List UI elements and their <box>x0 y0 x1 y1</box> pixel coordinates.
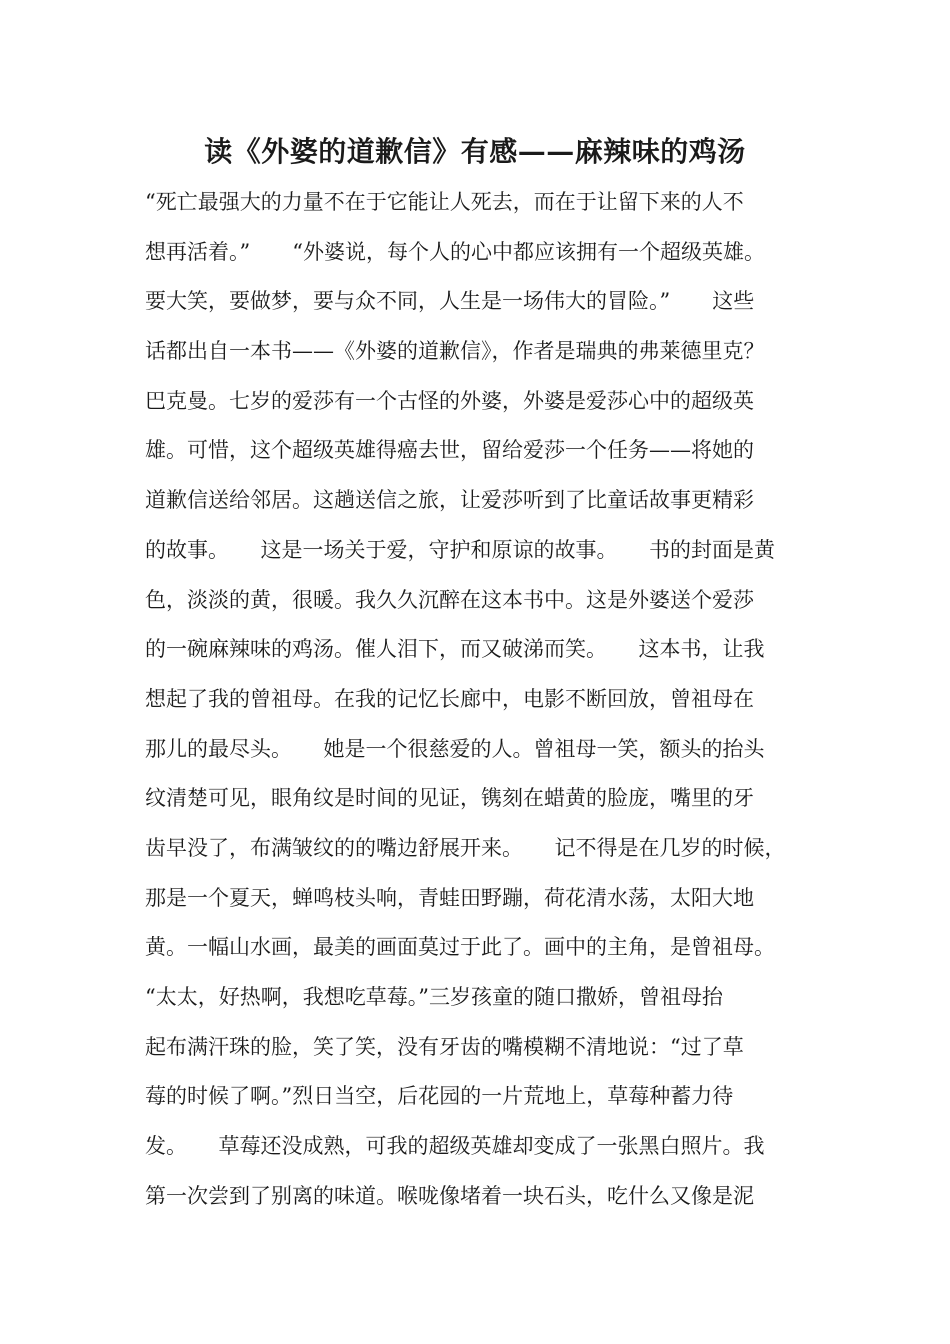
body-line: 的一碗麻辣味的鸡汤。催人泪下，而又破涕而笑。 这本书，让我 <box>145 637 765 662</box>
document-body <box>145 178 825 1221</box>
body-line: 道歉信送给邻居。这趟送信之旅，让爱莎听到了比童话故事更精彩 <box>145 488 754 513</box>
body-line: 那是一个夏天，蝉鸣枝头响，青蛙田野蹦，荷花清水荡，太阳大地 <box>145 885 754 910</box>
body-line: 黄。一幅山水画，最美的画面莫过于此了。画中的主角，是曾祖母。 <box>145 935 775 960</box>
body-line: 想再活着。” “外婆说，每个人的心中都应该拥有一个超级英雄。 <box>145 239 765 264</box>
body-line: 要大笑，要做梦，要与众不同，人生是一场伟大的冒险。” 这些 <box>145 289 755 314</box>
body-line: “太太，好热啊，我想吃草莓。”三岁孩童的随口撒娇，曾祖母抬 <box>145 985 723 1009</box>
body-line: 那儿的最尽头。 她是一个很慈爱的人。曾祖母一笑，额头的抬头 <box>145 736 765 761</box>
body-line: “死亡最强大的力量不在于它能让人死去，而在于让留下来的人不 <box>145 190 744 214</box>
body-line: 雄。可惜，这个超级英雄得癌去世，留给爱莎一个任务——将她的 <box>145 438 754 463</box>
body-line: 的故事。 这是一场关于爱，守护和原谅的故事。 书的封面是黄 <box>145 537 775 562</box>
body-line: 纹清楚可见，眼角纹是时间的见证，镌刻在蜡黄的脸庞，嘴里的牙 <box>145 786 754 811</box>
body-line: 第一次尝到了别离的味道。喉咙像堵着一块石头，吃什么又像是泥 <box>145 1183 754 1208</box>
body-line: 齿早没了，布满皱纹的的嘴边舒展开来。 记不得是在几岁的时候， <box>145 835 786 860</box>
body-line: 话都出自一本书——《外婆的道歉信》，作者是瑞典的弗莱德里克？ <box>145 339 765 364</box>
body-line: 莓的时候了啊。”烈日当空，后花园的一片荒地上，草莓种蓄力待 <box>145 1084 734 1109</box>
body-line: 想起了我的曾祖母。在我的记忆长廊中，电影不断回放，曾祖母在 <box>145 686 754 711</box>
document-title: 读《外婆的道歉信》有感——麻辣味的鸡汤 <box>204 135 746 168</box>
body-line: 发。 草莓还没成熟，可我的超级英雄却变成了一张黑白照片。我 <box>145 1134 765 1159</box>
body-line: 色，淡淡的黄，很暖。我久久沉醉在这本书中。这是外婆送个爱莎 <box>145 587 754 612</box>
body-line: 巴克曼。七岁的爱莎有一个古怪的外婆，外婆是爱莎心中的超级英 <box>145 388 754 413</box>
body-line: 起布满汗珠的脸，笑了笑，没有牙齿的嘴模糊不清地说：“过了草 <box>145 1034 744 1059</box>
